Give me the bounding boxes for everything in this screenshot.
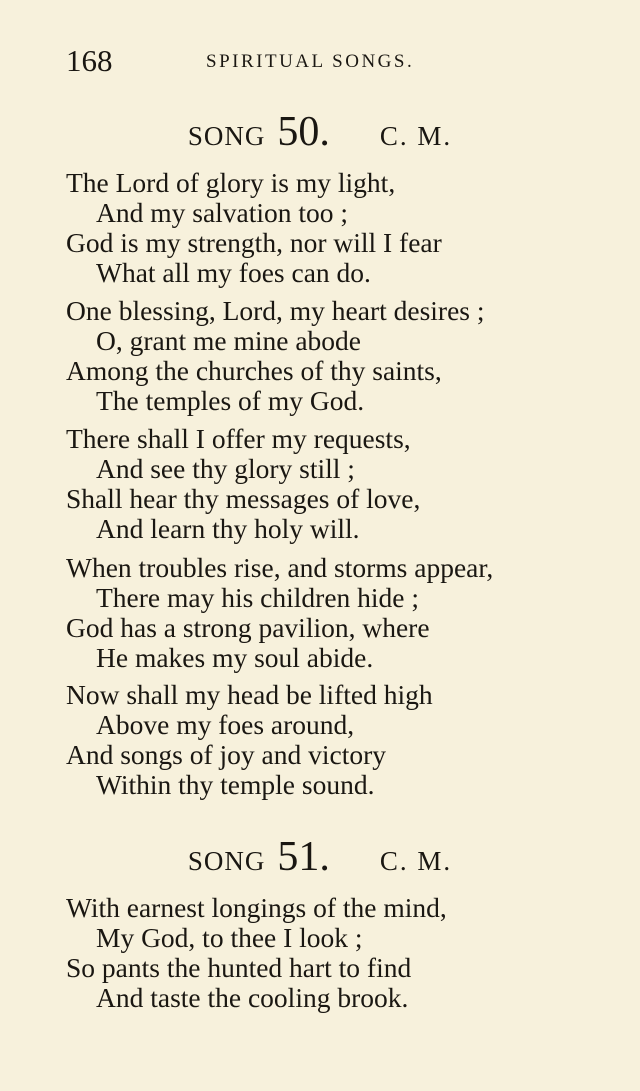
verse-line: Within thy temple sound.: [96, 769, 375, 800]
verse-line: Above my foes around,: [96, 709, 355, 740]
verse-line: He makes my soul abide.: [96, 642, 374, 673]
song-50-stanza-4: [66, 553, 626, 673]
verse-line: The Lord of glory is my light,: [66, 167, 396, 198]
verse-line: Shall hear thy messages of love,: [66, 483, 421, 514]
verse-line: The temples of my God.: [96, 385, 365, 416]
verse-line: My God, to thee I look ;: [96, 922, 363, 953]
verse-line: With earnest longings of the mind,: [66, 892, 447, 923]
verse-line: There may his children hide ;: [96, 582, 420, 613]
song-meter: C. M.: [379, 846, 453, 876]
song-50-stanza-3: [66, 424, 626, 544]
verse-line: And learn thy holy will.: [96, 513, 360, 544]
verse-line: What all my foes can do.: [96, 257, 371, 288]
verse-line: One blessing, Lord, my heart desires ;: [66, 295, 485, 326]
song-50-stanza-2: [66, 296, 626, 416]
verse-line: O, grant me mine abode: [96, 325, 361, 356]
song-label: SONG: [187, 846, 266, 876]
song-51-stanza-1: [66, 893, 626, 1013]
song-51-heading: [0, 833, 640, 881]
song-number: 51.: [277, 834, 330, 880]
verse-line: God has a strong pavilion, where: [66, 612, 430, 643]
song-number: 50.: [277, 109, 330, 155]
running-head: SPIRITUAL SONGS.: [206, 51, 415, 72]
verse-line: There shall I offer my requests,: [66, 423, 411, 454]
verse-line: Among the churches of thy saints,: [66, 355, 442, 386]
song-meter: C. M.: [379, 121, 453, 151]
verse-line: And songs of joy and victory: [66, 739, 387, 770]
verse-line: So pants the hunted hart to find: [66, 952, 412, 983]
verse-line: And my salvation too ;: [96, 197, 349, 228]
verse-line: Now shall my head be lifted high: [66, 679, 433, 710]
song-50-stanza-1: [66, 168, 626, 288]
song-50-stanza-5: [66, 680, 626, 800]
verse-line: And taste the cooling brook.: [96, 982, 409, 1013]
page-number: 168: [66, 43, 113, 78]
verse-line: And see thy glory still ;: [96, 453, 355, 484]
song-label: SONG: [187, 121, 266, 151]
verse-line: When troubles rise, and storms appear,: [66, 552, 494, 583]
song-50-heading: [0, 108, 640, 156]
page-header: [66, 44, 486, 78]
verse-line: God is my strength, nor will I fear: [66, 227, 442, 258]
